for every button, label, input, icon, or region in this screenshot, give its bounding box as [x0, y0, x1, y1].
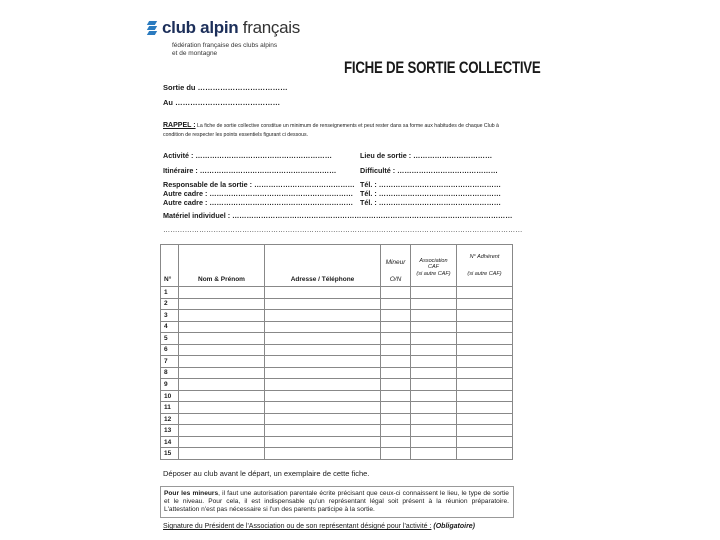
table-row: [161, 321, 513, 333]
signature-obligatoire: (Obligatoire): [433, 523, 476, 530]
header-association: [411, 245, 457, 287]
row-number: 3: [161, 310, 179, 322]
row-mineur-cell: [381, 436, 411, 448]
depose-instruction: Déposer au club avant le départ, un exemplaire de cette fiche.: [163, 469, 370, 478]
row-adherent-cell: [457, 298, 513, 310]
logo-francais: français: [242, 18, 300, 37]
table-row: [161, 379, 513, 391]
row-mineur-cell: [381, 310, 411, 322]
rappel-label: RAPPEL :: [163, 122, 196, 129]
row-adherent-cell: [457, 402, 513, 414]
row-association-cell: [411, 379, 457, 391]
row-nom-cell: [179, 298, 265, 310]
logo-mark-icon: [148, 21, 156, 35]
row-adherent-cell: [457, 379, 513, 391]
table-row: [161, 390, 513, 402]
row-mineur-cell: [381, 344, 411, 356]
row-adresse-cell: [265, 379, 381, 391]
row-number: 9: [161, 379, 179, 391]
row-association-cell: [411, 287, 457, 299]
logo-club: club alpin: [162, 18, 239, 37]
row-adherent-cell: [457, 436, 513, 448]
row-nom-cell: [179, 379, 265, 391]
row-adresse-cell: [265, 287, 381, 299]
federation-name: [172, 42, 277, 58]
field-difficulte: Difficulté : ……………………………………: [360, 166, 498, 175]
row-nom-cell: [179, 287, 265, 299]
sortie-du: Sortie du ………………………………: [163, 83, 288, 92]
row-nom-cell: [179, 367, 265, 379]
row-mineur-cell: [381, 367, 411, 379]
row-nom-cell: [179, 413, 265, 425]
row-adherent-cell: [457, 413, 513, 425]
field-tel-1: Tél. : ……………………………………………: [360, 180, 501, 189]
row-adherent-cell: [457, 367, 513, 379]
row-nom-cell: [179, 333, 265, 345]
row-adherent-cell: [457, 287, 513, 299]
row-association-cell: [411, 344, 457, 356]
signature-text: Signature du Président de l'Association ou de son représentant désigné pour l'activité :: [163, 523, 432, 530]
row-association-cell: [411, 390, 457, 402]
header-assoc-2: CAF: [428, 264, 439, 270]
row-association-cell: [411, 356, 457, 368]
row-association-cell: [411, 298, 457, 310]
row-association-cell: [411, 413, 457, 425]
row-number: 8: [161, 367, 179, 379]
row-adherent-cell: [457, 425, 513, 437]
row-adresse-cell: [265, 413, 381, 425]
row-association-cell: [411, 402, 457, 414]
header-mineur-label: Mineur: [385, 259, 406, 266]
row-number: 6: [161, 344, 179, 356]
participants-table: [160, 244, 512, 460]
row-number: 10: [161, 390, 179, 402]
row-adresse-cell: [265, 448, 381, 460]
row-adresse-cell: [265, 310, 381, 322]
table-header-row: [161, 245, 513, 287]
row-number: 2: [161, 298, 179, 310]
header-num: N°: [161, 245, 179, 287]
row-mineur-cell: [381, 390, 411, 402]
table-row: [161, 344, 513, 356]
sortie-au: Au ……………………………………: [163, 98, 281, 107]
row-number: 5: [161, 333, 179, 345]
row-adherent-cell: [457, 356, 513, 368]
row-association-cell: [411, 436, 457, 448]
header-assoc-3: (si autre CAF): [416, 270, 451, 277]
page-title: FICHE DE SORTIE COLLECTIVE: [344, 58, 541, 77]
header-nom: Nom & Prénom: [179, 245, 265, 287]
field-activite: Activité : …………………………………………………: [163, 151, 332, 160]
row-mineur-cell: [381, 298, 411, 310]
row-adresse-cell: [265, 344, 381, 356]
header-adherent-2: (si autre CAF): [467, 270, 502, 277]
club-logo: [148, 18, 300, 38]
table-row: [161, 402, 513, 414]
row-number: 15: [161, 448, 179, 460]
row-nom-cell: [179, 402, 265, 414]
row-association-cell: [411, 310, 457, 322]
header-adherent: [457, 245, 513, 287]
row-association-cell: [411, 367, 457, 379]
header-mineur-sub: O/N: [389, 275, 402, 283]
mineurs-note-box: [160, 486, 514, 518]
row-adresse-cell: [265, 367, 381, 379]
rappel-note: [163, 121, 508, 140]
field-itineraire: Itinéraire : …………………………………………………: [163, 166, 337, 175]
row-adherent-cell: [457, 310, 513, 322]
table-row: [161, 425, 513, 437]
field-materiel: Matériel individuel : ………………………………………………………………………………………………………: [163, 211, 513, 220]
row-adresse-cell: [265, 321, 381, 333]
row-mineur-cell: [381, 321, 411, 333]
row-nom-cell: [179, 321, 265, 333]
row-adresse-cell: [265, 333, 381, 345]
row-mineur-cell: [381, 448, 411, 460]
table-row: [161, 356, 513, 368]
row-association-cell: [411, 448, 457, 460]
row-number: 4: [161, 321, 179, 333]
field-autre-cadre-1: Autre cadre : ……………………………………………………: [163, 189, 354, 198]
row-nom-cell: [179, 448, 265, 460]
row-nom-cell: [179, 425, 265, 437]
row-number: 12: [161, 413, 179, 425]
row-adresse-cell: [265, 425, 381, 437]
row-number: 13: [161, 425, 179, 437]
row-adherent-cell: [457, 448, 513, 460]
field-materiel-continued: ……………………………………………………………………………………………………………………………………: [163, 225, 523, 234]
row-mineur-cell: [381, 287, 411, 299]
header-assoc-1: Association: [419, 257, 448, 264]
mineurs-label: Pour les mineurs: [164, 490, 219, 497]
row-adresse-cell: [265, 356, 381, 368]
row-adresse-cell: [265, 402, 381, 414]
table-row: [161, 413, 513, 425]
mineurs-note: [164, 490, 509, 514]
row-nom-cell: [179, 390, 265, 402]
table-row: [161, 367, 513, 379]
row-adresse-cell: [265, 390, 381, 402]
federation-line1: fédération française des clubs alpins: [172, 42, 278, 49]
row-association-cell: [411, 333, 457, 345]
row-number: 14: [161, 436, 179, 448]
row-adresse-cell: [265, 436, 381, 448]
header-adresse: Adresse / Téléphone: [265, 245, 381, 287]
row-adherent-cell: [457, 390, 513, 402]
table-row: [161, 333, 513, 345]
row-mineur-cell: [381, 379, 411, 391]
field-responsable: Responsable de la sortie : ……………………………………: [163, 180, 355, 189]
row-association-cell: [411, 425, 457, 437]
row-nom-cell: [179, 344, 265, 356]
row-nom-cell: [179, 436, 265, 448]
row-mineur-cell: [381, 413, 411, 425]
table-row: [161, 310, 513, 322]
row-nom-cell: [179, 310, 265, 322]
table-row: [161, 298, 513, 310]
field-lieu: Lieu de sortie : ……………………………: [360, 151, 493, 160]
row-adherent-cell: [457, 321, 513, 333]
federation-line2: et de montagne: [172, 50, 218, 57]
row-mineur-cell: [381, 425, 411, 437]
field-autre-cadre-2: Autre cadre : ……………………………………………………: [163, 198, 354, 207]
row-adherent-cell: [457, 333, 513, 345]
header-adherent-1: N° Adhérent: [469, 254, 500, 260]
field-tel-3: Tél. : ……………………………………………: [360, 198, 501, 207]
row-mineur-cell: [381, 402, 411, 414]
table-row: [161, 448, 513, 460]
row-mineur-cell: [381, 333, 411, 345]
table-row: [161, 287, 513, 299]
row-adresse-cell: [265, 298, 381, 310]
rappel-text: La fiche de sortie collective constitue un minimum de renseignements et peut rester dans sa forme aux habitudes de chaque Club à condition de respecter les points essentiels figurant ci dessous.: [163, 123, 499, 138]
field-tel-2: Tél. : ……………………………………………: [360, 189, 501, 198]
logo-text: [162, 18, 300, 38]
row-mineur-cell: [381, 356, 411, 368]
row-number: 7: [161, 356, 179, 368]
row-number: 11: [161, 402, 179, 414]
row-nom-cell: [179, 356, 265, 368]
mineurs-text: , il faut une autorisation parentale écrite précisant que ceux-ci connaissent le lieu, le type de sortie et le niveau. Pour cela, il est indispensable qu'un représentant légal soit présent à la réunion préparatoire. L'attestation n'est pas nécessaire si l'un des parents participe à la sortie.: [164, 490, 509, 513]
table-row: [161, 436, 513, 448]
row-association-cell: [411, 321, 457, 333]
signature-line: [163, 523, 523, 530]
row-adherent-cell: [457, 344, 513, 356]
header-mineur: [381, 245, 411, 287]
row-number: 1: [161, 287, 179, 299]
